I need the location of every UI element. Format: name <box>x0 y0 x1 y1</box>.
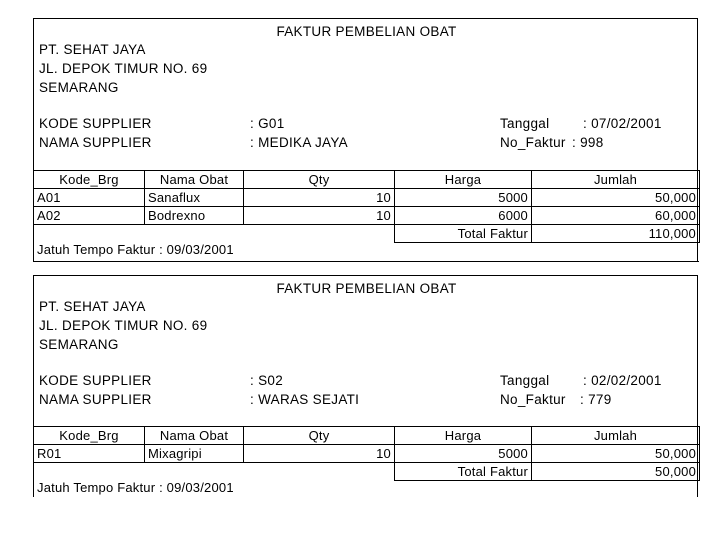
invoice-no-label: No_Faktur <box>500 135 566 150</box>
supplier-name-value: : MEDIKA JAYA <box>250 135 348 150</box>
total-row <box>34 225 700 243</box>
supplier-code-value: : G01 <box>250 116 285 131</box>
company-address: JL. DEPOK TIMUR NO. 69 <box>39 61 208 76</box>
header-qty: Qty <box>244 171 395 189</box>
cell-qty: 10 <box>244 445 395 463</box>
total-spacer <box>34 463 395 481</box>
total-label: Total Faktur <box>395 225 532 243</box>
company-name: PT. SEHAT JAYA <box>39 42 146 57</box>
date-label: Tanggal <box>500 373 550 388</box>
header-qty: Qty <box>244 427 395 445</box>
supplier-code-value: : S02 <box>250 373 284 388</box>
total-row <box>34 463 700 481</box>
cell-qty: 10 <box>244 207 395 225</box>
header-nama-obat: Nama Obat <box>145 171 244 189</box>
header-jumlah: Jumlah <box>532 427 700 445</box>
items-table <box>33 170 700 243</box>
invoice-title: FAKTUR PEMBELIAN OBAT <box>276 281 457 296</box>
table-row <box>34 445 700 463</box>
supplier-code-label: KODE SUPPLIER <box>39 373 152 388</box>
cell-jumlah: 50,000 <box>532 189 700 207</box>
cell-nama-obat: Bodrexno <box>145 207 244 225</box>
supplier-code-label: KODE SUPPLIER <box>39 116 152 131</box>
due-date: Jatuh Tempo Faktur : 09/03/2001 <box>37 242 234 257</box>
table-header-row <box>34 171 700 189</box>
cell-kode-brg: A01 <box>34 189 145 207</box>
table-row <box>34 207 700 225</box>
invoice-no-label: No_Faktur <box>500 392 566 407</box>
invoice-2 <box>33 275 698 497</box>
header-harga: Harga <box>395 171 532 189</box>
invoice-no-value: : 998 <box>572 135 604 150</box>
cell-nama-obat: Sanaflux <box>145 189 244 207</box>
total-label: Total Faktur <box>395 463 532 481</box>
supplier-name-value: : WARAS SEJATI <box>250 392 360 407</box>
company-address: JL. DEPOK TIMUR NO. 69 <box>39 318 208 333</box>
due-date: Jatuh Tempo Faktur : 09/03/2001 <box>37 480 234 495</box>
company-name: PT. SEHAT JAYA <box>39 299 146 314</box>
cell-jumlah: 50,000 <box>532 445 700 463</box>
invoice-title: FAKTUR PEMBELIAN OBAT <box>276 24 457 39</box>
date-label: Tanggal <box>500 116 550 131</box>
total-value: 110,000 <box>532 225 700 243</box>
header-kode-brg: Kode_Brg <box>34 171 145 189</box>
cell-qty: 10 <box>244 189 395 207</box>
company-city: SEMARANG <box>39 80 119 95</box>
cell-harga: 5000 <box>395 189 532 207</box>
cell-harga: 5000 <box>395 445 532 463</box>
cell-kode-brg: R01 <box>34 445 145 463</box>
total-spacer <box>34 225 395 243</box>
header-nama-obat: Nama Obat <box>145 427 244 445</box>
date-value: : 07/02/2001 <box>583 116 662 131</box>
invoice-bottom-border <box>33 261 699 262</box>
items-table <box>33 426 700 481</box>
cell-kode-brg: A02 <box>34 207 145 225</box>
header-harga: Harga <box>395 427 532 445</box>
total-value: 50,000 <box>532 463 700 481</box>
header-kode-brg: Kode_Brg <box>34 427 145 445</box>
invoice-no-value: : 779 <box>580 392 612 407</box>
table-header-row <box>34 427 700 445</box>
header-jumlah: Jumlah <box>532 171 700 189</box>
invoice-1 <box>33 18 698 262</box>
table-row <box>34 189 700 207</box>
cell-harga: 6000 <box>395 207 532 225</box>
company-city: SEMARANG <box>39 337 119 352</box>
supplier-name-label: NAMA SUPPLIER <box>39 392 152 407</box>
supplier-name-label: NAMA SUPPLIER <box>39 135 152 150</box>
cell-nama-obat: Mixagripi <box>145 445 244 463</box>
date-value: : 02/02/2001 <box>583 373 662 388</box>
cell-jumlah: 60,000 <box>532 207 700 225</box>
